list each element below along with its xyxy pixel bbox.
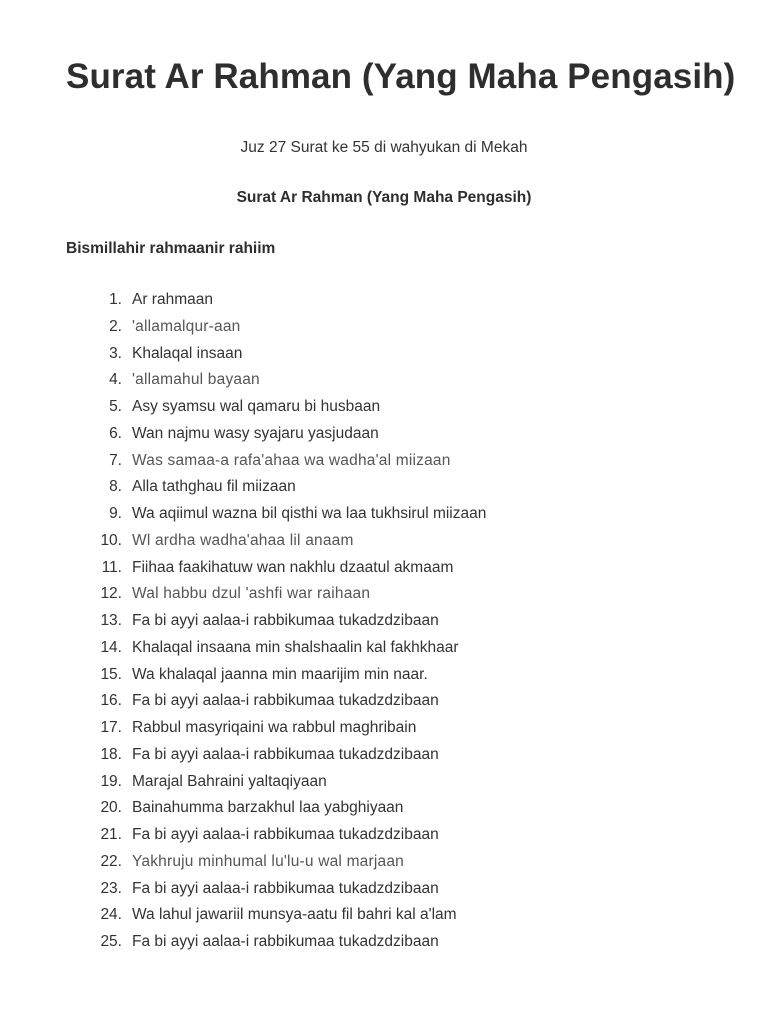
verse-number: 25. xyxy=(100,933,122,950)
verse-number: 15. xyxy=(100,665,122,683)
verse-number: 18. xyxy=(100,745,122,763)
verse-text: Khalaqal insaana min shalshaalin kal fakhkhaar xyxy=(132,638,459,656)
verse-text: Wa khalaqal jaanna min maarijim min naar. xyxy=(132,665,428,683)
verse-item xyxy=(0,451,768,478)
verse-text: Ar rahmaan xyxy=(132,291,213,308)
verse-text: Fa bi ayyi aalaa-i rabbikumaa tukadzdzibaan xyxy=(132,879,439,897)
page-title: Surat Ar Rahman (Yang Maha Pengasih) xyxy=(66,57,736,96)
verse-item xyxy=(0,691,768,718)
verse-text: Wan najmu wasy syajaru yasjudaan xyxy=(132,424,379,442)
verse-item xyxy=(0,638,768,665)
verse-list xyxy=(0,290,768,959)
verse-number: 20. xyxy=(100,799,122,817)
verse-text: Wl ardha wadha'ahaa lil anaam xyxy=(132,531,354,549)
verse-item xyxy=(0,370,768,397)
verse-text: Fa bi ayyi aalaa-i rabbikumaa tukadzdzibaan xyxy=(132,692,439,710)
verse-item xyxy=(0,397,768,424)
verse-item xyxy=(0,477,768,504)
verse-item xyxy=(0,344,768,371)
verse-number: 11. xyxy=(101,558,122,576)
verse-text: Khalaqal insaan xyxy=(132,344,243,362)
verse-item xyxy=(0,932,768,959)
verse-text: Bainahumma barzakhul laa yabghiyaan xyxy=(132,799,404,817)
verse-item xyxy=(0,611,768,638)
verse-item xyxy=(0,798,768,825)
verse-number: 6. xyxy=(109,424,122,442)
verse-number: 8. xyxy=(109,478,122,496)
verse-number: 24. xyxy=(100,906,122,924)
verse-item xyxy=(0,665,768,692)
verse-text: Rabbul masyriqaini wa rabbul maghribain xyxy=(132,719,417,736)
verse-item xyxy=(0,558,768,585)
verse-number: 2. xyxy=(109,317,122,335)
verse-item xyxy=(0,825,768,852)
verse-number: 3. xyxy=(109,344,122,362)
verse-text: Wal habbu dzul 'ashfi war raihaan xyxy=(132,585,371,603)
verse-number: 23. xyxy=(100,879,122,897)
verse-text: Marajal Bahraini yaltaqiyaan xyxy=(132,772,327,790)
verse-number: 13. xyxy=(100,612,122,629)
verse-item xyxy=(0,905,768,932)
verse-item xyxy=(0,718,768,745)
verse-number: 1. xyxy=(109,291,122,308)
verse-text: 'allamalqur-aan xyxy=(132,317,241,335)
verse-number: 5. xyxy=(109,398,122,415)
verse-text: Asy syamsu wal qamaru bi husbaan xyxy=(132,398,381,415)
verse-number: 17. xyxy=(100,719,122,736)
verse-text: 'allamahul bayaan xyxy=(132,371,260,389)
verse-text: Wa lahul jawariil munsya-aatu fil bahri kal a'lam xyxy=(132,906,457,924)
verse-item xyxy=(0,290,768,317)
verse-number: 12. xyxy=(100,585,122,603)
verse-item xyxy=(0,584,768,611)
verse-number: 7. xyxy=(109,451,122,469)
verse-item xyxy=(0,424,768,451)
verse-text: Yakhruju minhumal lu'lu-u wal marjaan xyxy=(132,852,404,870)
verse-text: Alla tathghau fil miizaan xyxy=(132,478,296,496)
verse-item xyxy=(0,504,768,531)
verse-text: Fa bi ayyi aalaa-i rabbikumaa tukadzdzibaan xyxy=(132,933,439,950)
verse-number: 9. xyxy=(109,505,122,522)
surah-info: Juz 27 Surat ke 55 di wahyukan di Mekah xyxy=(240,139,528,156)
verse-number: 10. xyxy=(100,531,122,549)
verse-text: Fa bi ayyi aalaa-i rabbikumaa tukadzdzibaan xyxy=(132,612,439,629)
verse-item xyxy=(0,317,768,344)
verse-number: 19. xyxy=(100,772,122,790)
verse-text: Wa aqiimul wazna bil qisthi wa laa tukhsirul miizaan xyxy=(132,505,487,522)
verse-text: Fiihaa faakihatuw wan nakhlu dzaatul akmaam xyxy=(132,558,454,576)
verse-number: 21. xyxy=(100,826,122,843)
opening-bismillah: Bismillahir rahmaanir rahiim xyxy=(66,240,276,257)
verse-text: Fa bi ayyi aalaa-i rabbikumaa tukadzdzibaan xyxy=(132,826,439,843)
verse-number: 16. xyxy=(100,692,122,710)
verse-item xyxy=(0,531,768,558)
verse-number: 4. xyxy=(109,371,122,389)
verse-item xyxy=(0,852,768,879)
verse-text: Fa bi ayyi aalaa-i rabbikumaa tukadzdzibaan xyxy=(132,745,439,763)
verse-number: 14. xyxy=(100,638,122,656)
section-heading: Surat Ar Rahman (Yang Maha Pengasih) xyxy=(236,189,532,206)
verse-item xyxy=(0,772,768,799)
verse-number: 22. xyxy=(100,852,122,870)
verse-text: Was samaa-a rafa'ahaa wa wadha'al miizaan xyxy=(132,451,451,469)
verse-item xyxy=(0,745,768,772)
verse-item xyxy=(0,879,768,906)
